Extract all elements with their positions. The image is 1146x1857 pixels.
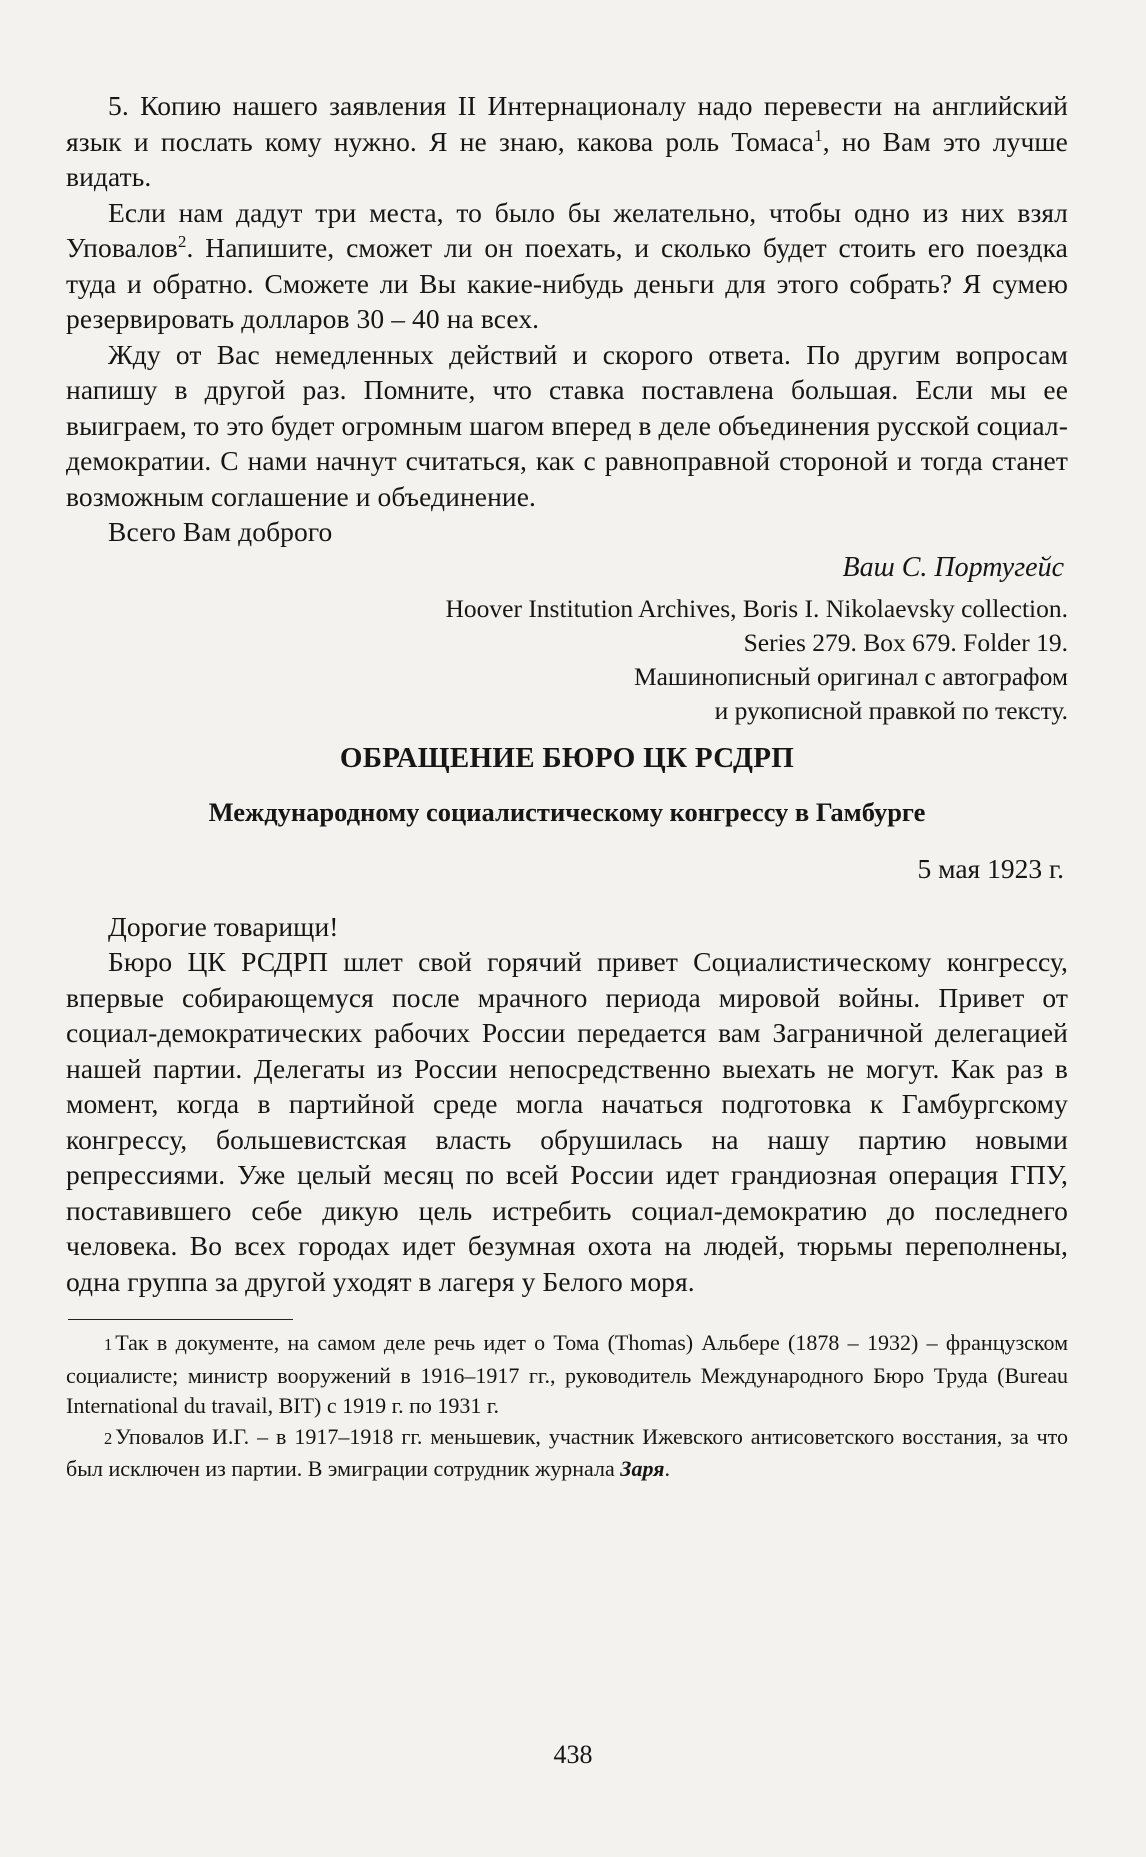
letter-paragraph-2: Если нам дадут три места, то было бы желательно, чтобы одно из них взял Уповалов$^2$. Напишите, сможет ли он поехать, и сколько будет стоить его поездка туда и обратно. Сможете ли Вы какие-нибудь деньги для этого собрать? Я сумею резервировать долларов 30 – 40 на всех.	[66, 196, 1068, 334]
footnote-2-number: 2	[104, 1428, 113, 1448]
archive-line-2: Series 279. Box 679. Folder 19.	[743, 627, 1068, 657]
journal-name: Заря	[620, 1456, 665, 1482]
archive-line-1: Hoover Institution Archives, Boris I. Nikolaevsky collection.	[445, 593, 1068, 623]
footnote-ref-2[interactable]: 2	[177, 231, 187, 251]
document-greeting: Дорогие товарищи!	[108, 910, 339, 942]
footnote-1-number: 1	[104, 1335, 113, 1355]
footnote-ref-1[interactable]: 1	[814, 125, 823, 145]
document-body: Бюро ЦК РСДРП шлет свой горячий привет Социалистическому конгрессу, впервые собирающемуся после мрачного периода мировой войны. Привет от социал-демократических рабочих России передается вам Заграничной делегацией нашей партии. Делегаты из России непосредственно выехать не могут. Как раз в момент, когда в партийной среде могла начаться подготовка к Гамбургскому конгрессу, большевистская власть обрушилась на нашу партию новыми репрессиями. Уже целый месяц по всей России идет грандиозная операция ГПУ, поставившего себе дикую цель истребить социал-демократию до последнего человека. Во всех городах идет безумная охота на людей, тюрьмы переполнены, одна группа за другой уходят в лагеря у Белого моря.	[66, 946, 1068, 1297]
footnote-2: 2 Уповалов И.Г. – в 1917–1918 гг. меньшевик, участник Ижевского антисоветского восстания, за что был исключен из партии. В эмиграции сотрудник журнала Заря.	[66, 1423, 1068, 1482]
footnote-divider	[68, 1319, 293, 1320]
archive-citation	[66, 592, 1068, 728]
letter-signature: Ваш С. Португейс	[842, 551, 1064, 583]
document-title: ОБРАЩЕНИЕ БЮРО ЦК РСДРП	[339, 741, 795, 774]
page-number: 438	[553, 1740, 593, 1769]
document-subtitle: Международному социалистическому конгрессу в Гамбурге	[208, 796, 926, 827]
letter-closing: Всего Вам доброго	[108, 516, 333, 547]
archive-line-4: и рукописной правкой по тексту.	[714, 695, 1068, 725]
letter-paragraph-3: Жду от Вас немедленных действий и скорого ответа. По другим вопросам напишу в другой раз. Помните, что ставка поставлена большая. Если мы ее выиграем, то это будет огромным шагом вперед в деле объединения русской социал-демократии. С нами начнут считаться, как с равноправной стороной и тогда станет возможным соглашение и объединение.	[66, 338, 1068, 512]
document-date: 5 мая 1923 г.	[917, 852, 1064, 884]
footnote-1: 1 Так в документе, на самом деле речь идет о Тома (Thomas) Альбере (1878 – 1932) – французском социалисте; министр вооружений в 1916–1917 гг., руководитель Международного Бюро Труда (Bureau International du travail, BIT) с 1919 г. по 1931 г.	[66, 1330, 1068, 1419]
archive-line-3: Машинописный оригинал с автографом	[633, 661, 1068, 691]
letter-paragraph-1: 5. Копию нашего заявления II Интернационалу надо перевести на английский язык и послать кому нужно. Я не знаю, какова роль Томаса$^1$, но Вам это лучше видать.	[66, 90, 1068, 192]
